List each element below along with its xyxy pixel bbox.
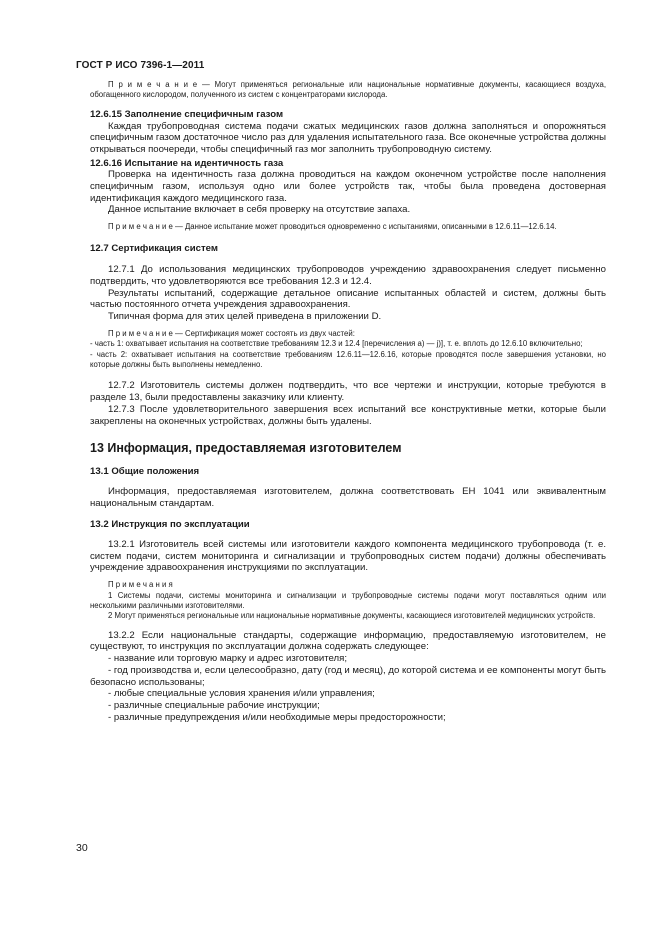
paragraph-12-7-1-form: Типичная форма для этих целей приведена в приложении D. [108,311,382,323]
paragraph-12-7-2: 12.7.2 Изготовитель системы должен подтвердить, что все чертежи и инструкции, которые требуются в разделе 13, были предоставлены заказчику или клиенту. [90,380,606,404]
notes-4-item: 2 Могут применяться региональные или национальные нормативные документы, касающиеся изготовителей медицинских устройств. [108,611,596,621]
section-heading-13: 13 Информация, предоставляемая изготовителем [90,441,402,456]
note-3 [72,329,606,339]
note-text: Сертификация может состоять из двух частей: [182,328,355,338]
paragraph-13-2-2: 13.2.2 Если национальные стандарты, содержащие информацию, предоставляемую изготовителем, не существуют, то инструкция по эксплуатации должна содержать следующее: [90,629,606,653]
list-item: - год производства и, если целесообразно, дату (год и месяц), до которой система и ее компоненты могут быть безопасно использованы; [90,664,606,688]
list-item: - любые специальные условия хранения и/или управления; [108,688,375,700]
page-header: ГОСТ Р ИСО 7396-1—2011 [76,60,205,71]
page-number: 30 [76,842,88,854]
paragraph-12-7-1-results: Результаты испытаний, содержащие детальное описание испытанных областей и систем, должны быть частью постоянного отчета учреждения здравоохранения. [90,287,606,311]
clause-heading-12-6-16: 12.6.16 Испытание на идентичность газа [90,157,284,169]
list-item: - различные специальные рабочие инструкции; [108,699,320,711]
paragraph-12-7-3: 12.7.3 После удовлетворительного завершения всех испытаний все конструктивные метки, которые были закреплены на оконечных устройствах, должны быть удалены. [90,403,606,427]
section-heading-13-1: 13.1 Общие положения [90,466,200,478]
note-prefix: П р и м е ч а н и е — [108,222,183,232]
note-1 [72,80,606,101]
notes-4-item: 1 Системы подачи, системы мониторинга и сигнализации и трубопроводные системы подачи могут поставляться одним или несколькими различными изготовителями. [90,590,606,610]
notes-4-title: П р и м е ч а н и я [108,580,173,590]
section-heading-13-2: 13.2 Инструкция по эксплуатации [90,519,250,531]
note-prefix: П р и м е ч а н и е — [108,328,183,338]
note-prefix: П р и м е ч а н и е — [108,80,210,89]
paragraph-13-1: Информация, предоставляемая изготовителем, должна соответствовать ЕН 1041 или эквивалентным национальным стандартам. [90,485,606,509]
clause-heading-12-6-15: 12.6.15 Заполнение специфичным газом [90,108,284,120]
section-heading-12-7: 12.7 Сертификация систем [90,242,218,254]
page-content [90,80,606,723]
paragraph-13-2-1: 13.2.1 Изготовитель всей системы или изготовители каждого компонента медицинского трубопровода (т. е. систем подачи, систем мониторинга и сигнализации и трубопроводных систем подачи) должны обеспечивать учреждение здравоохранения инструкциями по эксплуатации. [90,539,606,574]
note-text: Данное испытание может проводиться одновременно с испытаниями, описанными в 12.6.11—12.6.14. [182,222,557,232]
note-text: Могут применяться региональные или национальные нормативные документы, касающиеся воздуха, обогащенного кислородом, полученного из систем с концентраторами кислорода. [90,80,606,100]
paragraph-12-7-1: 12.7.1 До использования медицинских трубопроводов учреждению здравоохранения следует письменно подтвердить, что удовлетворяются все требования 12.3 и 12.4. [90,264,606,287]
note-3-item: - часть 1: охватывает испытания на соответствие требованиям 12.3 и 12.4 [перечисления а) — j)], т. е. вплоть до 12.6.10 включительно; [90,339,583,349]
list-item: - название или торговую марку и адрес изготовителя; [108,653,348,665]
paragraph-12-6-16-a: Проверка на идентичность газа должна проводиться на каждом оконечном устройстве после наполнения специфичным газом, используя одно или более устройств так, чтобы была проведена достоверная идентификация каждого медицинского газа. [90,169,606,204]
note-3-item: - часть 2: охватывает испытания на соответствие требованиям 12.6.11—12.6.16, которые проводятся после завершения установки, но которые должны быть выполнены немедленно. [90,349,606,369]
note-2 [72,222,606,232]
list-item: - различные предупреждения и/или необходимые меры предосторожности; [108,711,446,723]
paragraph-12-6-15: Каждая трубопроводная система подачи сжатых медицинских газов должна заполняться и опорожняться специфичным газом достаточное число раз для удаления испытательного газа. Все оконечные устройства должны открываться поочереди, чтобы специфичный газ мог заполнить трубопроводную систему. [90,120,606,155]
paragraph-12-6-16-b: Данное испытание включает в себя проверку на отсутствие запаха. [108,204,411,216]
